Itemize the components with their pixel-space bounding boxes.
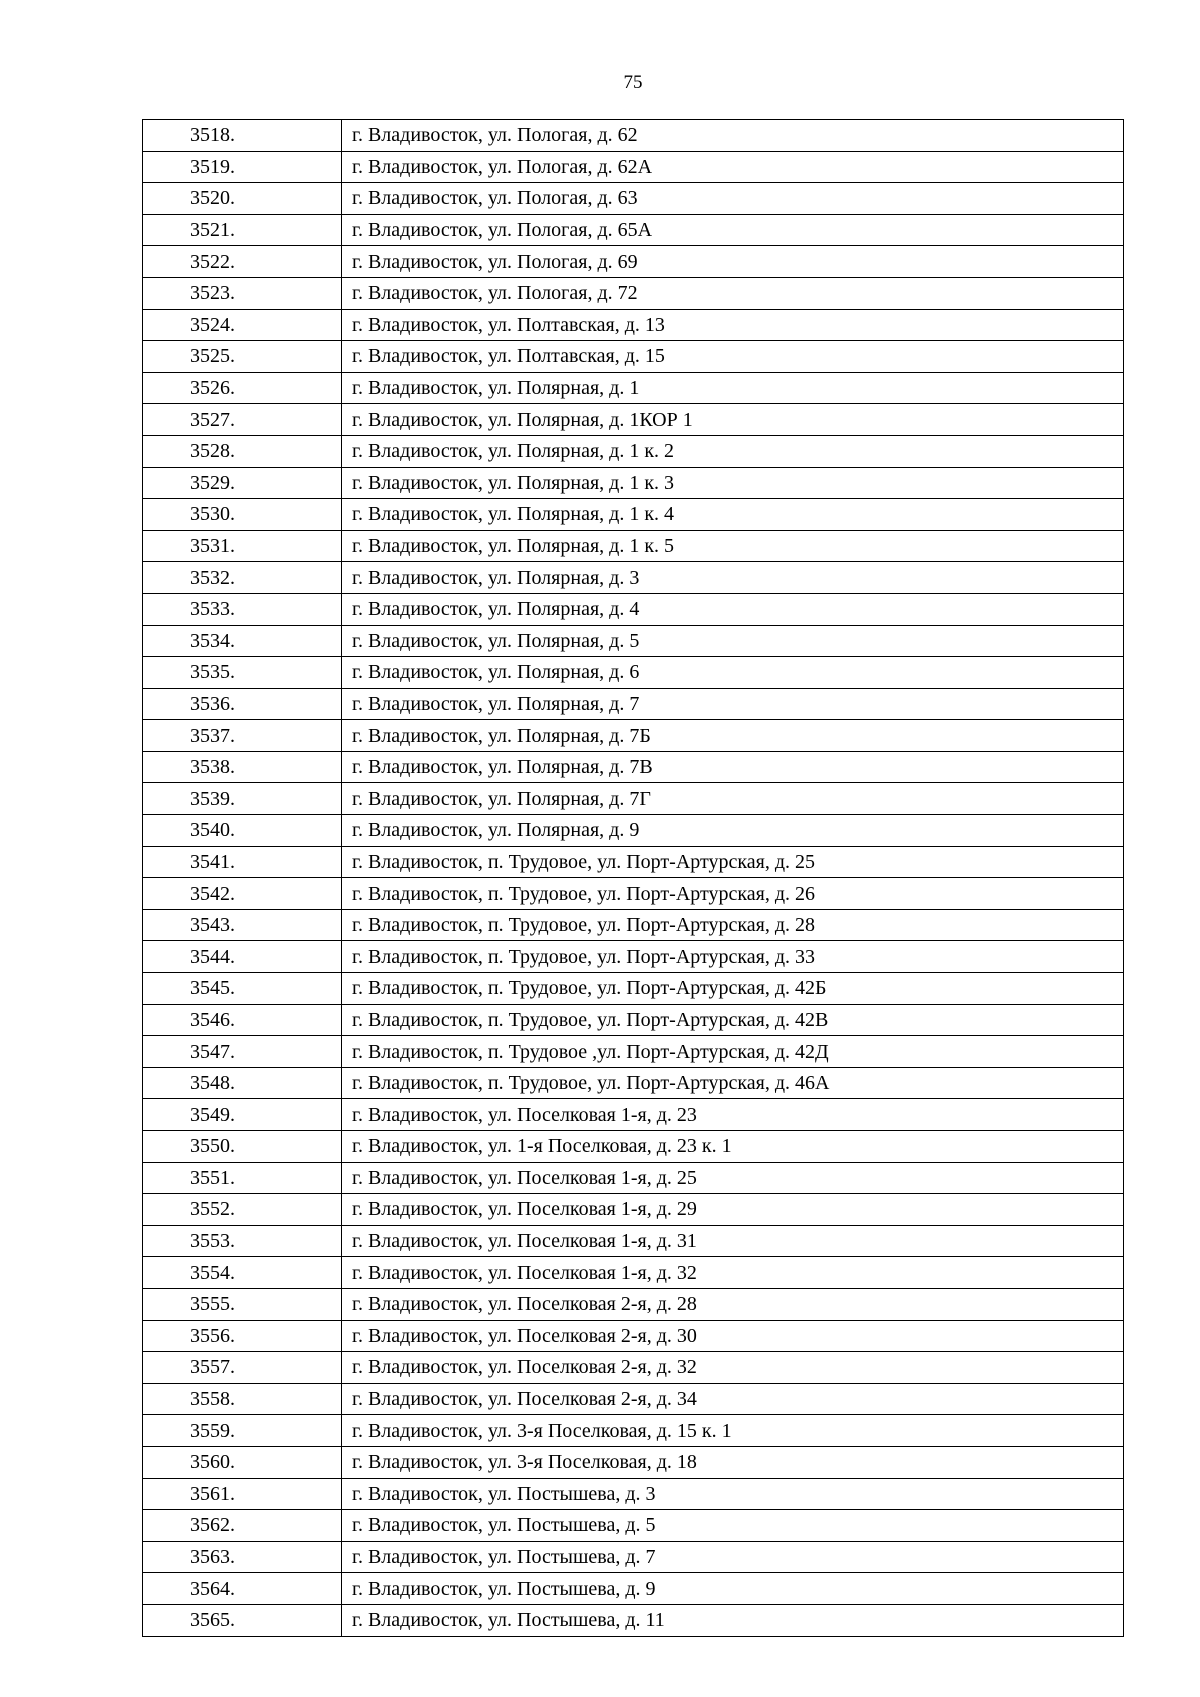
table-row	[143, 562, 1124, 594]
table-row	[143, 1036, 1124, 1068]
row-number-cell: 3542.	[143, 878, 342, 910]
address-cell: г. Владивосток, ул. 3-я Поселковая, д. 15 к. 1	[342, 1415, 1124, 1447]
table-row	[143, 309, 1124, 341]
address-cell: г. Владивосток, ул. Постышева, д. 9	[342, 1573, 1124, 1605]
address-cell: г. Владивосток, ул. Полярная, д. 1 к. 3	[342, 467, 1124, 499]
row-number-cell: 3565.	[143, 1604, 342, 1636]
table-row	[143, 1131, 1124, 1163]
address-cell: г. Владивосток, ул. Полярная, д. 7Б	[342, 720, 1124, 752]
row-number-cell: 3518.	[143, 120, 342, 152]
row-number-cell: 3560.	[143, 1446, 342, 1478]
row-number-cell: 3520.	[143, 183, 342, 215]
address-cell: г. Владивосток, п. Трудовое, ул. Порт-Артурская, д. 46А	[342, 1067, 1124, 1099]
row-number-cell: 3535.	[143, 657, 342, 689]
address-cell: г. Владивосток, ул. Постышева, д. 5	[342, 1510, 1124, 1542]
address-cell: г. Владивосток, ул. Полярная, д. 1 к. 5	[342, 530, 1124, 562]
table-row	[143, 1352, 1124, 1384]
address-cell: г. Владивосток, ул. 1-я Поселковая, д. 23 к. 1	[342, 1131, 1124, 1163]
row-number-cell: 3536.	[143, 688, 342, 720]
row-number-cell: 3524.	[143, 309, 342, 341]
address-cell: г. Владивосток, ул. Пологая, д. 62	[342, 120, 1124, 152]
address-cell: г. Владивосток, ул. Пологая, д. 69	[342, 246, 1124, 278]
table-row	[143, 277, 1124, 309]
table-row	[143, 1604, 1124, 1636]
address-cell: г. Владивосток, ул. Поселковая 1-я, д. 23	[342, 1099, 1124, 1131]
row-number-cell: 3543.	[143, 909, 342, 941]
address-cell: г. Владивосток, ул. Пологая, д. 62А	[342, 151, 1124, 183]
row-number-cell: 3563.	[143, 1541, 342, 1573]
address-cell: г. Владивосток, п. Трудовое, ул. Порт-Артурская, д. 25	[342, 846, 1124, 878]
table-row	[143, 1510, 1124, 1542]
row-number-cell: 3550.	[143, 1131, 342, 1163]
table-row	[143, 120, 1124, 152]
table-row	[143, 1162, 1124, 1194]
row-number-cell: 3519.	[143, 151, 342, 183]
address-cell: г. Владивосток, ул. Пологая, д. 65А	[342, 214, 1124, 246]
table-row	[143, 941, 1124, 973]
address-cell: г. Владивосток, ул. Поселковая 2-я, д. 32	[342, 1352, 1124, 1384]
table-row	[143, 467, 1124, 499]
row-number-cell: 3556.	[143, 1320, 342, 1352]
row-number-cell: 3557.	[143, 1352, 342, 1384]
address-cell: г. Владивосток, п. Трудовое, ул. Порт-Артурская, д. 33	[342, 941, 1124, 973]
table-row	[143, 246, 1124, 278]
address-cell: г. Владивосток, ул. Поселковая 1-я, д. 31	[342, 1225, 1124, 1257]
table-row	[143, 151, 1124, 183]
row-number-cell: 3561.	[143, 1478, 342, 1510]
table-row	[143, 404, 1124, 436]
table-row	[143, 1383, 1124, 1415]
address-cell: г. Владивосток, ул. Поселковая 1-я, д. 32	[342, 1257, 1124, 1289]
address-cell: г. Владивосток, ул. Поселковая 2-я, д. 34	[342, 1383, 1124, 1415]
address-cell: г. Владивосток, ул. Полярная, д. 3	[342, 562, 1124, 594]
table-row	[143, 909, 1124, 941]
address-cell: г. Владивосток, ул. Полтавская, д. 13	[342, 309, 1124, 341]
table-row	[143, 435, 1124, 467]
table-row	[143, 973, 1124, 1005]
table-row	[143, 499, 1124, 531]
row-number-cell: 3529.	[143, 467, 342, 499]
row-number-cell: 3541.	[143, 846, 342, 878]
table-row	[143, 625, 1124, 657]
address-cell: г. Владивосток, ул. Постышева, д. 11	[342, 1604, 1124, 1636]
table-row	[143, 1257, 1124, 1289]
table-row	[143, 878, 1124, 910]
table-row	[143, 1004, 1124, 1036]
row-number-cell: 3547.	[143, 1036, 342, 1068]
address-cell: г. Владивосток, ул. Полярная, д. 9	[342, 815, 1124, 847]
row-number-cell: 3544.	[143, 941, 342, 973]
address-cell: г. Владивосток, ул. Полярная, д. 1 к. 2	[342, 435, 1124, 467]
table-row	[143, 1573, 1124, 1605]
row-number-cell: 3558.	[143, 1383, 342, 1415]
address-cell: г. Владивосток, п. Трудовое, ул. Порт-Артурская, д. 42В	[342, 1004, 1124, 1036]
row-number-cell: 3552.	[143, 1194, 342, 1226]
row-number-cell: 3551.	[143, 1162, 342, 1194]
row-number-cell: 3559.	[143, 1415, 342, 1447]
table-row	[143, 1478, 1124, 1510]
table-row	[143, 1067, 1124, 1099]
row-number-cell: 3533.	[143, 593, 342, 625]
address-cell: г. Владивосток, ул. Полярная, д. 1	[342, 372, 1124, 404]
table-row	[143, 1541, 1124, 1573]
address-cell: г. Владивосток, ул. Полярная, д. 1 к. 4	[342, 499, 1124, 531]
row-number-cell: 3545.	[143, 973, 342, 1005]
address-cell: г. Владивосток, п. Трудовое ,ул. Порт-Артурская, д. 42Д	[342, 1036, 1124, 1068]
address-cell: г. Владивосток, ул. Полтавская, д. 15	[342, 341, 1124, 373]
row-number-cell: 3549.	[143, 1099, 342, 1131]
address-cell: г. Владивосток, ул. Полярная, д. 4	[342, 593, 1124, 625]
address-cell: г. Владивосток, ул. Полярная, д. 6	[342, 657, 1124, 689]
row-number-cell: 3540.	[143, 815, 342, 847]
row-number-cell: 3564.	[143, 1573, 342, 1605]
address-cell: г. Владивосток, ул. Полярная, д. 5	[342, 625, 1124, 657]
table-row	[143, 530, 1124, 562]
address-cell: г. Владивосток, ул. Полярная, д. 1КОР 1	[342, 404, 1124, 436]
row-number-cell: 3539.	[143, 783, 342, 815]
address-cell: г. Владивосток, ул. Поселковая 2-я, д. 28	[342, 1288, 1124, 1320]
address-cell: г. Владивосток, ул. Поселковая 2-я, д. 30	[342, 1320, 1124, 1352]
row-number-cell: 3522.	[143, 246, 342, 278]
row-number-cell: 3523.	[143, 277, 342, 309]
table-row	[143, 751, 1124, 783]
table-row	[143, 688, 1124, 720]
address-cell: г. Владивосток, ул. Постышева, д. 7	[342, 1541, 1124, 1573]
table-row	[143, 214, 1124, 246]
address-cell: г. Владивосток, п. Трудовое, ул. Порт-Артурская, д. 42Б	[342, 973, 1124, 1005]
address-cell: г. Владивосток, ул. Пологая, д. 72	[342, 277, 1124, 309]
table-row	[143, 1099, 1124, 1131]
row-number-cell: 3532.	[143, 562, 342, 594]
row-number-cell: 3537.	[143, 720, 342, 752]
table-row	[143, 1446, 1124, 1478]
page-number: 75	[623, 72, 643, 93]
row-number-cell: 3531.	[143, 530, 342, 562]
table-row	[143, 593, 1124, 625]
address-cell: г. Владивосток, ул. Постышева, д. 3	[342, 1478, 1124, 1510]
table-row	[143, 1194, 1124, 1226]
address-cell: г. Владивосток, ул. Полярная, д. 7Г	[342, 783, 1124, 815]
address-cell: г. Владивосток, ул. Поселковая 1-я, д. 25	[342, 1162, 1124, 1194]
table-row	[143, 720, 1124, 752]
row-number-cell: 3528.	[143, 435, 342, 467]
table-row	[143, 341, 1124, 373]
row-number-cell: 3526.	[143, 372, 342, 404]
row-number-cell: 3553.	[143, 1225, 342, 1257]
row-number-cell: 3546.	[143, 1004, 342, 1036]
table-row	[143, 783, 1124, 815]
table-row	[143, 657, 1124, 689]
address-cell: г. Владивосток, ул. Пологая, д. 63	[342, 183, 1124, 215]
address-cell: г. Владивосток, ул. Поселковая 1-я, д. 29	[342, 1194, 1124, 1226]
table-row	[143, 1288, 1124, 1320]
table-row	[143, 183, 1124, 215]
table-row	[143, 815, 1124, 847]
row-number-cell: 3538.	[143, 751, 342, 783]
row-number-cell: 3534.	[143, 625, 342, 657]
address-cell: г. Владивосток, п. Трудовое, ул. Порт-Артурская, д. 28	[342, 909, 1124, 941]
table-row	[143, 1225, 1124, 1257]
address-cell: г. Владивосток, ул. Полярная, д. 7	[342, 688, 1124, 720]
row-number-cell: 3525.	[143, 341, 342, 373]
row-number-cell: 3548.	[143, 1067, 342, 1099]
address-table	[142, 119, 1124, 1637]
table-row	[143, 372, 1124, 404]
table-row	[143, 1320, 1124, 1352]
address-table-body	[143, 120, 1124, 1637]
address-cell: г. Владивосток, п. Трудовое, ул. Порт-Артурская, д. 26	[342, 878, 1124, 910]
row-number-cell: 3530.	[143, 499, 342, 531]
row-number-cell: 3527.	[143, 404, 342, 436]
table-row	[143, 846, 1124, 878]
table-row	[143, 1415, 1124, 1447]
address-cell: г. Владивосток, ул. 3-я Поселковая, д. 18	[342, 1446, 1124, 1478]
row-number-cell: 3555.	[143, 1288, 342, 1320]
row-number-cell: 3554.	[143, 1257, 342, 1289]
row-number-cell: 3562.	[143, 1510, 342, 1542]
row-number-cell: 3521.	[143, 214, 342, 246]
address-cell: г. Владивосток, ул. Полярная, д. 7В	[342, 751, 1124, 783]
